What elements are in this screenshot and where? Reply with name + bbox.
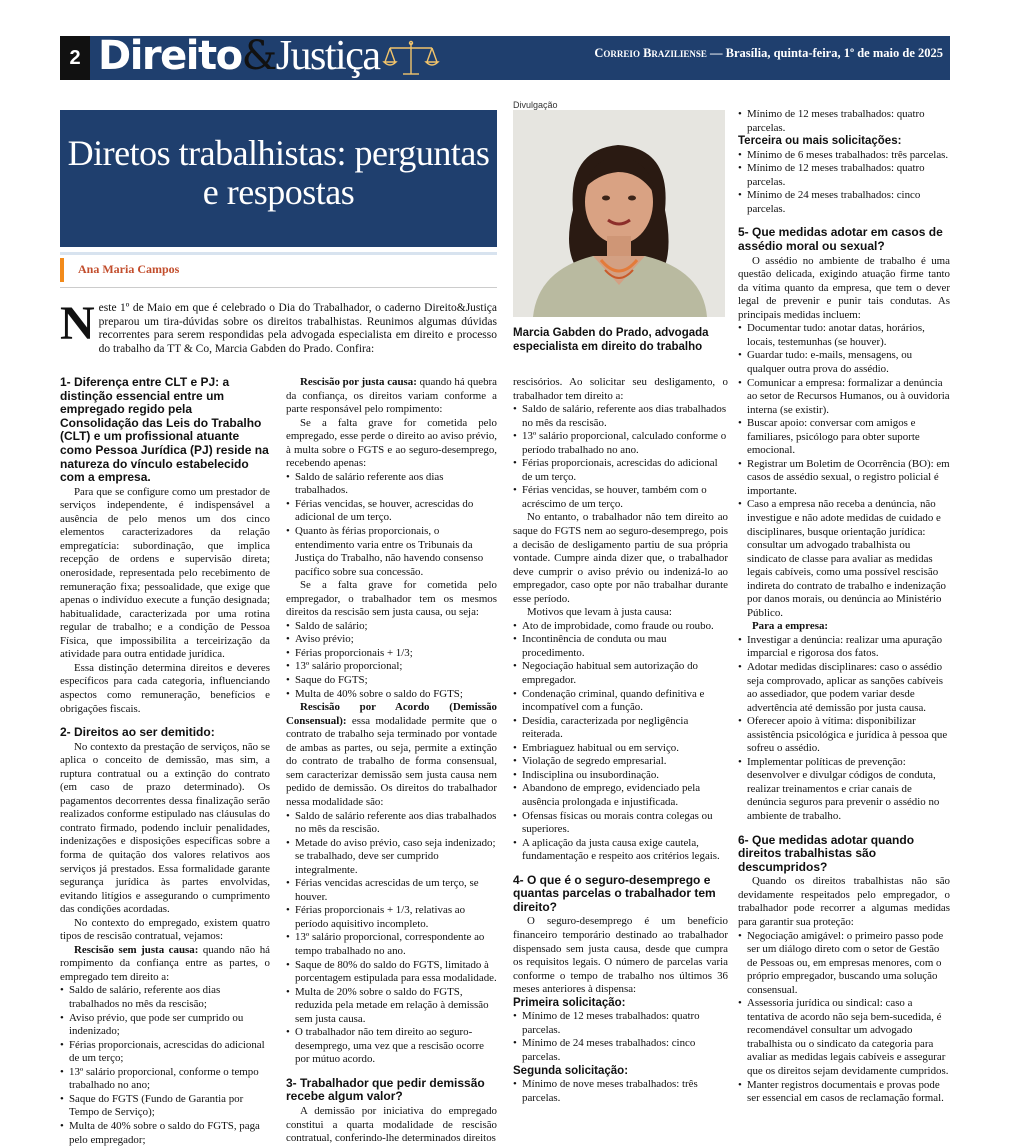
paragraph-text: quando há quebra da confiança, os direitos variam conforme a parte responsável pelo rompimento: [286, 376, 498, 416]
paragraph: No contexto da prestação de serviços, não se aplica o conceito de demissão, mas sim, a ruptura contratual ou a extinção do contrato (em caso de prazo determinado). Os pagamentos decorrentes dessa finalização serão realizados conforme estipulado nas cláusulas do contrato firmado, podendo incluir penalidades, indenizações e disposições específicas sobre a forma de quitação dos valores relativos aos serviços já prestados. Essa formalidade garante segurança jurídica às partes envolvidas, evitando litígios e assegurando o cumprimento das condições acordadas. [60, 740, 270, 916]
list-item: • Documentar tudo: anotar datas, horários, locais, testemunhas (se houver). [738, 322, 950, 349]
list-item: • Férias proporcionais + 1/3; [286, 647, 497, 661]
article-column-4 [738, 108, 950, 1106]
paragraph-text: essa modalidade permite que o contrato de trabalho seja terminado por vontade de ambas as partes, ou seja, permite a extinção do contrato de trabalho de forma consensual, sem caracterizar demissão sem justa causa nem pedido de demissão. Os direitos do trabalhador nessa modalidade são: [286, 714, 497, 808]
list-item: • Ato de improbidade, como fraude ou roubo. [513, 620, 728, 634]
list-item: • Mínimo de nove meses trabalhados: três parcelas. [513, 1078, 728, 1105]
list-item: • Férias vencidas acrescidas de um terço, se houver. [286, 877, 497, 904]
intro-text: este 1º de Maio em que é celebrado o Dia do Trabalhador, o caderno Direito&Justiça preparou um tira-dúvidas sobre os direitos trabalhistas. Reunimos algumas dúvidas recorrentes para serem respondidas pela advogada especialista em direito e processo do trabalho da TT & Co, Marcia Gabden do Prado. Confira: [98, 302, 497, 355]
subheading: Para a empresa: [752, 620, 829, 633]
article-intro [60, 297, 497, 356]
scales-of-justice-icon [382, 40, 440, 78]
publication-date: — Brasília, quinta-feira, 1º de maio de 2025 [706, 46, 943, 60]
paragraph: No contexto do empregado, existem quatro tipos de rescisão contratual, vejamos: [60, 916, 270, 943]
list-item: • Oferecer apoio à vítima: disponibilizar assistência psicológica e jurídica à pessoa que sofreu o assédio. [738, 715, 950, 756]
photo-credit: Divulgação [513, 100, 558, 110]
article-column-3 [513, 376, 728, 1105]
list-item: • Negociação habitual sem autorização do empregador. [513, 660, 728, 687]
bullet-list [513, 1010, 728, 1064]
paragraph-label: Rescisão por Acordo (Demissão Consensual): [286, 701, 497, 727]
paragraph: Essa distinção determina direitos e deveres específicos para cada categoria, influenciando aspectos como remuneração, benefícios e obrigações fiscais. [60, 661, 270, 715]
question-heading: 1- Diferença entre CLT e PJ: a distinção essencial entre um empregado regido pela Consolidação das Leis do Trabalho (CLT) e um profissional atuante como Pessoa Jurídica (PJ) reside na natureza do vínculo estabelecido com a empresa. [60, 375, 269, 485]
paragraph: Se a falta grave for cometida pelo empregador, o trabalhador tem os mesmos direitos da rescisão sem justa causa, ou seja: [286, 579, 497, 619]
section-title-part1: Direito [98, 33, 242, 79]
list-item: • Assessoria jurídica ou sindical: caso a tentativa de acordo não seja bem-sucedida, é recomendável consultar um advogado trabalhista ou o sindicato da categoria para avaliar as medidas legais cabíveis e assegurar que os direitos sejam devidamente cumpridos. [738, 997, 950, 1078]
question-heading: 4- O que é o seguro-desemprego e quantas parcelas o trabalhador tem direito? [513, 872, 716, 914]
photo-caption: Marcia Gabden do Prado, advogada especialista em direito do trabalho [513, 327, 709, 353]
list-item: • Mínimo de 6 meses trabalhados: três parcelas. [738, 149, 950, 163]
list-item: • 13º salário proporcional; [286, 660, 497, 674]
list-item: • Multa de 40% sobre o saldo do FGTS; [286, 688, 497, 702]
subheading: Terceira ou mais solicitações: [738, 135, 902, 148]
bullet-list [738, 322, 950, 620]
list-item: • Metade do aviso prévio, caso seja indenizado; se trabalhado, deve ser cumprido integralmente. [286, 837, 497, 878]
list-item: • Desídia, caracterizada por negligência reiterada. [513, 715, 728, 742]
paragraph: Motivos que levam à justa causa: [527, 606, 672, 619]
section-title-ampersand: & [241, 33, 276, 79]
list-item: • Férias vencidas, se houver, também com o acréscimo de um terço. [513, 484, 728, 511]
list-item: • Comunicar a empresa: formalizar a denúncia ao setor de Recursos Humanos, ou à ouvidoria interna (se existir). [738, 377, 950, 418]
list-item: • Embriaguez habitual ou em serviço. [513, 742, 728, 756]
article-column-2 [286, 376, 497, 1146]
subheading: Primeira solicitação: [513, 996, 626, 1009]
list-item: • Guardar tudo: e-mails, mensagens, ou qualquer outra prova do assédio. [738, 349, 950, 376]
section-title-part2: Justiça [275, 33, 380, 79]
paragraph [60, 944, 270, 985]
list-item: • Saldo de salário; [286, 620, 497, 634]
list-item: • Caso a empresa não receba a denúncia, não investigue e não adote medidas de cuidado e disciplinares, busque orientação jurídica: consultar um advogado trabalhista ou sindicato de classe para avaliar as medidas legais cabíveis, como uma possível rescisão indireta do contrato de trabalho e indenização por danos morais, ou denúncia ao Ministério Público. [738, 498, 950, 620]
list-item: • Mínimo de 24 meses trabalhados: cinco parcelas. [738, 189, 950, 216]
list-item: • 13º salário proporcional, calculado conforme o período trabalhado no ano. [513, 430, 728, 457]
list-item: • Saldo de salário referente aos dias trabalhados. [286, 471, 497, 498]
drop-cap: N [60, 297, 95, 350]
paragraph: O assédio no ambiente de trabalho é uma questão delicada, exigindo atuação firme tanto da vítima quanto da empresa, que tem o dever legal de prevenir e punir tais condutas. As principais medidas incluem: [738, 254, 950, 321]
list-item: • Saque de 80% do saldo do FGTS, limitado à porcentagem estipulada para essa modalidade. [286, 959, 497, 986]
list-item: • Saldo de salário, referente aos dias trabalhados no mês da rescisão; [60, 984, 270, 1011]
bullet-list [513, 1078, 728, 1105]
author-divider [60, 252, 497, 255]
list-item: • Férias proporcionais, acrescidas do adicional de um terço. [513, 457, 728, 484]
list-item: • 13º salário proporcional, correspondente ao tempo trabalhado no ano. [286, 931, 497, 958]
paragraph: rescisórios. Ao solicitar seu desligamento, o trabalhador tem direito a: [513, 376, 728, 402]
list-item: • Mínimo de 12 meses trabalhados: quatro parcelas. [738, 108, 950, 135]
question-heading: 6- Que medidas adotar quando direitos trabalhistas são descumpridos? [738, 832, 915, 874]
list-item: • Aviso prévio, que pode ser cumprido ou indenizado; [60, 1012, 270, 1039]
list-item: • Aviso prévio; [286, 633, 497, 647]
list-item: • Férias vencidas, se houver, acrescidas do adicional de um terço. [286, 498, 497, 525]
paragraph: Para que se configure como um prestador de serviços independente, é indispensável a ausência de pelo menos um dos cinco elementos caracterizadores da relação empregatícia: subordinação, que implica recepção de ordens e supervisão direta; onerosidade, representada pelo recebimento de remuneração fixa; pessoalidade, que exige que apenas o indivíduo execute a função designada; habitualidade, caracterizada por uma rotina regular de trabalho; e a condição de Pessoa Física, que impossibilita a terceirização da atividade para outra entidade jurídica. [60, 485, 270, 661]
list-item: • Mínimo de 24 meses trabalhados: cinco parcelas. [513, 1037, 728, 1064]
bullet-list [286, 620, 497, 701]
question-heading: 5- Que medidas adotar em casos de assédio moral ou sexual? [738, 225, 943, 254]
list-item: • Ofensas físicas ou morais contra colegas ou superiores. [513, 810, 728, 837]
question-heading: 3- Trabalhador que pedir demissão recebe algum valor? [286, 1075, 485, 1104]
paragraph: Se a falta grave for cometida pelo empregado, esse perde o direito ao aviso prévio, à multa sobre o FGTS e ao seguro-desemprego, recebendo apenas: [286, 416, 497, 470]
list-item: • Saque do FGTS; [286, 674, 497, 688]
newspaper-name: Correio Braziliense [594, 46, 707, 60]
list-item: • Saldo de salário referente aos dias trabalhados no mês da rescisão. [286, 810, 497, 837]
article-headline: Diretos trabalhistas: perguntas e respostas [67, 133, 490, 212]
list-item: • Saldo de salário, referente aos dias trabalhados no mês da rescisão. [513, 403, 728, 430]
bullet-list [286, 810, 497, 1067]
author-accent-bar [60, 258, 64, 282]
paragraph: Quando os direitos trabalhistas não são devidamente respeitados pelo empregador, o trabalhador pode recorrer a algumas medidas para garantir sua proteção: [738, 875, 950, 928]
list-item: • Registrar um Boletim de Ocorrência (BO): em casos de assédio sexual, o registro policial é importante. [738, 458, 950, 499]
list-item: • 13º salário proporcional, conforme o tempo trabalhado no ano; [60, 1066, 270, 1093]
list-item: • Férias proporcionais, acrescidas do adicional de um terço; [60, 1039, 270, 1066]
paragraph: No entanto, o trabalhador não tem direito ao saque do FGTS nem ao seguro-desemprego, pois a decisão de desligamento partiu de sua própria vontade. Cumpre ainda dizer que, o trabalhador deve cumprir o aviso prévio ou indenizá-lo ao empregador, caso opte por não trabalhar durante esse período. [513, 511, 728, 605]
list-item: • Investigar a denúncia: realizar uma apuração imparcial e rigorosa dos fatos. [738, 634, 950, 661]
portrait-photo [513, 110, 725, 317]
list-item: • Multa de 40% sobre o saldo do FGTS, paga pelo empregador; [60, 1120, 270, 1147]
list-item: • Adotar medidas disciplinares: caso o assédio seja comprovado, aplicar as sanções cabíveis ao assediador, que podem variar desde advertência até demissão por justa causa. [738, 661, 950, 715]
list-item: • Mínimo de 12 meses trabalhados: quatro parcelas. [738, 162, 950, 189]
list-item: • Quanto às férias proporcionais, o entendimento varia entre os Tribunais da Justiça do Trabalho, não havendo consenso pacífico sobre sua concessão. [286, 525, 497, 579]
paragraph [286, 701, 497, 809]
list-item: • Manter registros documentais e provas pode ser essencial em casos de reclamação formal. [738, 1079, 950, 1106]
author-byline: Ana Maria Campos [78, 262, 180, 276]
bullet-list [738, 149, 950, 217]
question-heading: 2- Direitos ao ser demitido: [60, 725, 215, 740]
bullet-list [286, 471, 497, 579]
paragraph: A demissão por iniciativa do empregado constitui a quarta modalidade de rescisão contratual, conferindo-lhe determinados direitos [286, 1105, 497, 1145]
paragraph [286, 376, 497, 417]
list-item: • Negociação amigável: o primeiro passo pode ser um diálogo direto com o setor de Gestão de Pessoas ou, em empresas menores, com o próprio empregador, buscando uma solução consensual. [738, 930, 950, 998]
list-item: • Multa de 20% sobre o saldo do FGTS, reduzida pela metade em relação à demissão sem justa causa. [286, 986, 497, 1027]
list-item: • Abandono de emprego, evidenciado pela ausência prolongada e injustificada. [513, 782, 728, 809]
bullet-list [513, 620, 728, 864]
bullet-list [513, 403, 728, 511]
list-item: • Implementar políticas de prevenção: desenvolver e divulgar códigos de conduta, realizar treinamentos e criar canais de denúncia seguros para prevenir o assédio no ambiente de trabalho. [738, 756, 950, 824]
paragraph-text: quando não há rompimento da confiança entre as partes, o empregado tem direito a: [60, 943, 270, 983]
paragraph-label: Rescisão por justa causa: [300, 376, 417, 388]
list-item: • Incontinência de conduta ou mau procedimento. [513, 633, 728, 660]
list-item: • A aplicação da justa causa exige cautela, fundamentação e respeito aos critérios legais. [513, 837, 728, 864]
portrait-illustration [513, 110, 725, 317]
masthead-dateline [594, 46, 943, 61]
article-column-1 [60, 376, 270, 1147]
bullet-list [738, 108, 950, 135]
bullet-list [738, 634, 950, 824]
list-item: • Mínimo de 12 meses trabalhados: quatro parcelas. [513, 1010, 728, 1037]
section-title [98, 30, 380, 82]
list-item: • Indisciplina ou insubordinação. [513, 769, 728, 783]
list-item: • Buscar apoio: conversar com amigos e familiares, psicólogo para obter suporte emocional. [738, 417, 950, 458]
bullet-list [60, 984, 270, 1147]
list-item: • Saque do FGTS (Fundo de Garantia por Tempo de Serviço); [60, 1093, 270, 1120]
subheading: Segunda solicitação: [513, 1064, 629, 1077]
page-number: 2 [60, 36, 90, 80]
list-item: • O trabalhador não tem direito ao seguro-desemprego, uma vez que a rescisão ocorre por mútuo acordo. [286, 1026, 497, 1067]
bullet-list [738, 930, 950, 1106]
paragraph: O seguro-desemprego é um benefício financeiro temporário destinado ao trabalhador dispensado sem justa causa, desde que cumpra os requisitos legais. O número de parcelas varia conforme o tempo de trabalho nos últimos 36 meses anteriores à dispensa: [513, 915, 728, 996]
list-item: • Violação de segredo empresarial. [513, 755, 728, 769]
paragraph-label: Rescisão sem justa causa: [74, 943, 199, 956]
byline-rule [60, 287, 497, 288]
list-item: • Condenação criminal, quando definitiva e incompatível com a função. [513, 688, 728, 715]
list-item: • Férias proporcionais + 1/3, relativas ao período aquisitivo incompleto. [286, 904, 497, 931]
